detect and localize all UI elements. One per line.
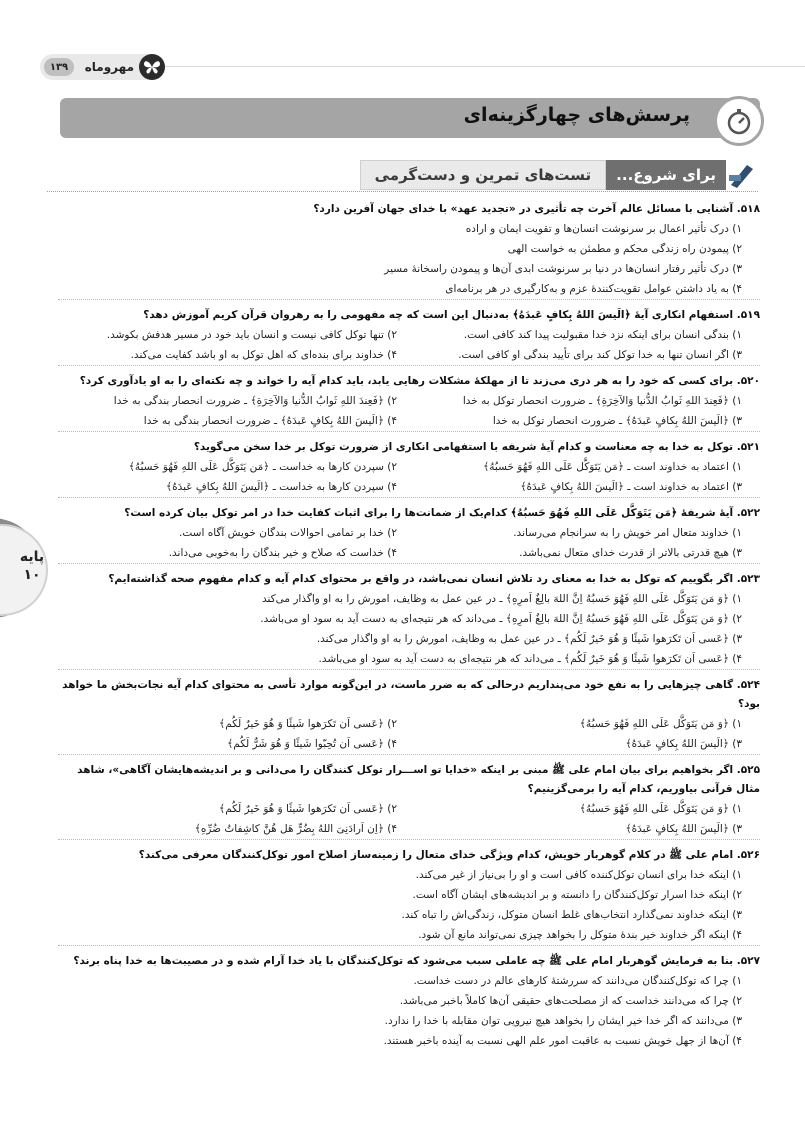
answer-option[interactable]: ۳) می‌دانند که اگر خدا خیر ایشان را بخواهد هیچ نیرویی توان مقابله با خدا را ندارد.	[384, 1015, 742, 1027]
section-header	[60, 98, 760, 138]
question-divider	[58, 669, 760, 670]
brand-pill	[40, 54, 165, 80]
question-item	[58, 200, 760, 300]
answer-option[interactable]: ۳) ﴿الَیسَ اللهُ بِکافٍ عَبدَهُ﴾ ـ ضرورت انحصار توکل به خدا	[492, 415, 742, 427]
question-text: ۵۲۰. برای کسی که خود را به هر دری می‌زند تا از مهلکهٔ مشکلات رهایی یابد، باید کدام آیه را خواند و چه نکته‌ای را به او یادآوری کرد؟	[79, 375, 760, 387]
answer-option[interactable]: ۴) به یاد داشتن عوامل تقویت‌کنندهٔ عزم و به‌کارگیری در هر برنامه‌ای	[445, 283, 742, 295]
answer-option[interactable]: ۴) ﴿اِن اَرادَنِیَ اللهُ بِضُرٍّ هَل هُنَّ کاشِفاتُ ضُرِّهِ﴾	[194, 823, 397, 835]
question-divider	[58, 365, 760, 366]
question-divider	[58, 839, 760, 840]
options-group	[58, 971, 760, 1051]
answer-option[interactable]: ۴) ﴿عَسی اَن تُحِبّوا شَیئًا وَ هُوَ شَرٌّ لَکُم﴾	[227, 738, 397, 750]
answer-option[interactable]: ۲) ﴿فَعِندَ اللهِ ثَوابُ الدُّنیا وَالآخِرَةِ﴾ ـ ضرورت انحصار بندگی به خدا	[113, 395, 397, 407]
answer-option[interactable]: ۲) سپردن کارها به خداست ـ ﴿مَن یَتَوَکَّل عَلَی اللهِ فَهُوَ حَسبُهُ﴾	[128, 461, 397, 473]
options-group	[58, 219, 760, 299]
options-group	[58, 325, 760, 365]
answer-option[interactable]: ۳) هیچ قدرتی بالاتر از قدرت خدای متعال نمی‌باشد.	[519, 547, 742, 559]
answer-option[interactable]: ۱) ﴿وَ مَن یَتَوَکَّل عَلَی اللهِ فَهُوَ حَسبُهُ﴾	[579, 803, 742, 815]
answer-option[interactable]: ۱) بندگی انسان برای اینکه نزد خدا مقبولیت پیدا کند کافی است.	[463, 329, 742, 341]
question-text: ۵۱۹. استفهام انکاری آیهٔ ﴿الَیسَ اللهُ بِکافٍ عَبدَهُ﴾ به‌دنبال این است که چه مفهومی را به رهروان قرآن کریم آموزش دهد؟	[143, 309, 760, 321]
answer-option[interactable]: ۱) چرا که توکل‌کنندگان می‌دانند که سررشتهٔ کارهای عالم در دست خداست.	[413, 975, 742, 987]
question-divider	[58, 431, 760, 432]
hand-writing-icon	[726, 160, 758, 190]
brand-name: مهروماه	[84, 60, 134, 74]
answer-option[interactable]: ۲) چرا که می‌دانند خداست که از مصلحت‌های حقیقی آن‌ها کاملاً باخبر می‌باشد.	[399, 995, 742, 1007]
answer-option[interactable]: ۴) آن‌ها از جهل خویش نسبت به عاقبت امور علم الهی نسبت به آینده باخبر هستند.	[383, 1035, 742, 1047]
answer-option[interactable]: ۳) ﴿الَیسَ اللهُ بِکافٍ عَبدَهُ﴾	[625, 823, 742, 835]
question-item	[58, 676, 760, 755]
answer-option[interactable]: ۳) ﴿عَسی اَن تَکرَهوا شَیئًا وَ هُوَ خَیرٌ لَکُم﴾ ـ در عین عمل به وظایف، امورش را به او واگذار می‌کند.	[316, 633, 742, 645]
question-text: ۵۱۸. آشنایی با مسائل عالم آخرت چه تأثیری در «تجدید عهد» با خدای جهان آفرین دارد؟	[313, 203, 760, 215]
side-tab-label	[12, 548, 52, 584]
answer-option[interactable]: ۱) ﴿فَعِندَ اللهِ ثَوابُ الدُّنیا وَالآخِرَةِ﴾ ـ ضرورت انحصار توکل به خدا	[462, 395, 742, 407]
subheader-title: تست‌های تمرین و دست‌گرمی	[360, 160, 607, 190]
side-tab-grade-word: پایه	[19, 549, 45, 565]
question-list	[58, 200, 760, 1057]
options-group	[58, 457, 760, 497]
question-text: ۵۲۲. آیهٔ شریفهٔ ﴿مَن یَتَوَکَّل عَلَی اللهِ فَهُوَ حَسبُهُ﴾ کدام‌یک از ضمانت‌ها را برای اثبات کفایت خدا در امر توکل بیان کرده است؟	[124, 507, 760, 519]
stopwatch-icon	[714, 96, 764, 146]
answer-option[interactable]: ۲) خدا بر تمامی احوالات بندگان خویش آگاه است.	[179, 527, 397, 539]
answer-option[interactable]: ۳) اعتماد به خداوند است ـ ﴿الَیسَ اللهُ بِکافٍ عَبدَهُ﴾	[520, 481, 742, 493]
answer-option[interactable]: ۱) درک تأثیر اعمال بر سرنوشت انسان‌ها و تقویت ایمان و اراده	[465, 223, 742, 235]
question-item	[58, 761, 760, 840]
question-text: ۵۲۵. اگر بخواهیم برای بیان امام علی ﷺ مبنی بر اینکه «خدایا تو اســـرار توکل کنندگان را می‌دانی و بر اندیشه‌هایشان آگاهی»، شاهد مثال قرآنی بیاوریم، کدام آیه را برمی‌گزینیم؟	[77, 764, 760, 795]
answer-option[interactable]: ۱) ﴿وَ مَن یَتَوَکَّل عَلَی اللهِ فَهُوَ حَسبُهُ﴾	[579, 718, 742, 730]
answer-option[interactable]: ۱) اعتماد به خداوند است ـ ﴿مَن یَتَوَکَّل عَلَی اللهِ فَهُوَ حَسبُهُ﴾	[483, 461, 742, 473]
question-item	[58, 372, 760, 432]
question-item	[58, 570, 760, 670]
question-divider	[58, 754, 760, 755]
answer-option[interactable]: ۲) ﴿عَسی اَن تَکرَهوا شَیئًا وَ هُوَ خَیرٌ لَکُم﴾	[219, 718, 397, 730]
question-text: ۵۲۷. بنا به فرمایش گوهربار امام علی ﷺ چه عاملی سبب می‌شود که توکل‌کنندگان با یاد خدا آرام شده و در مصیبت‌ها به خدا پناه برند؟	[73, 955, 760, 967]
answer-option[interactable]: ۲) ﴿وَ مَن یَتَوَکَّل عَلَی اللهِ فَهُوَ حَسبُهُ اِنَّ اللهَ بالِغُ اَمرِهِ﴾ ـ می‌داند که هر نتیجه‌ای به دست آید به سود او می‌باشد.	[260, 613, 742, 625]
answer-option[interactable]: ۲) ﴿عَسی اَن تَکرَهوا شَیئًا وَ هُوَ خَیرٌ لَکُم﴾	[219, 803, 397, 815]
options-group	[58, 865, 760, 945]
question-text: ۵۲۳. اگر بگوییم که توکل به خدا به معنای رد تلاش انسان نمی‌باشد، در واقع بر محتوای کدام آیه و کدام مفهوم صحه گذاشته‌ایم؟	[108, 573, 760, 585]
question-text: ۵۲۱. توکل به خدا به چه معناست و کدام آیهٔ شریفه با استفهامی انکاری از ضرورت توکل بر خدا سخن می‌گوید؟	[193, 441, 760, 453]
answer-option[interactable]: ۴) ﴿عَسی اَن تَکرَهوا شَیئًا وَ هُوَ خَیرٌ لَکُم﴾ ـ می‌داند که هر نتیجه‌ای به دست آید به سود او می‌باشد.	[318, 653, 742, 665]
header-rule	[165, 66, 805, 67]
options-group	[58, 391, 760, 431]
answer-option[interactable]: ۱) ﴿وَ مَن یَتَوَکَّل عَلَی اللهِ فَهُوَ حَسبُهُ اِنَّ اللهَ بالِغُ اَمرِهِ﴾ ـ در عین عمل به وظایف، امورش را به او واگذار می‌کند	[261, 593, 742, 605]
butterfly-logo-icon	[139, 54, 165, 80]
answer-option[interactable]: ۲) پیمودن راه زندگی محکم و مطمئن به خواست الهی	[507, 243, 742, 255]
question-item	[58, 504, 760, 564]
question-item	[58, 952, 760, 1051]
question-item	[58, 306, 760, 366]
question-divider	[58, 563, 760, 564]
question-item	[58, 438, 760, 498]
answer-option[interactable]: ۴) ﴿الَیسَ اللهُ بِکافٍ عَبدَهُ﴾ ـ ضرورت انحصار بندگی به خدا	[143, 415, 397, 427]
options-group	[58, 714, 760, 754]
options-group	[58, 799, 760, 839]
answer-option[interactable]: ۴) خداست که صلاح و خیر بندگان را به‌خوبی می‌داند.	[168, 547, 397, 559]
options-group	[58, 589, 760, 669]
answer-option[interactable]: ۴) سپردن کارها به خداست ـ ﴿الَیسَ اللهُ بِکافٍ عَبدَهُ﴾	[165, 481, 397, 493]
answer-option[interactable]: ۱) اینکه خدا برای انسان توکل‌کننده کافی است و او را بی‌نیاز از غیر می‌کند.	[415, 869, 742, 881]
answer-option[interactable]: ۱) خداوند متعال امر خویش را به سرانجام می‌رساند.	[513, 527, 742, 539]
answer-option[interactable]: ۳) ﴿الَیسَ اللهُ بِکافٍ عَبدَهُ﴾	[625, 738, 742, 750]
question-divider	[58, 497, 760, 498]
answer-option[interactable]: ۳) درک تأثیر رفتار انسان‌ها در دنیا بر سرنوشت ابدی آن‌ها و پیمودن راسخانهٔ مسیر	[384, 263, 742, 275]
page-number: ۱۳۹	[44, 58, 74, 76]
answer-option[interactable]: ۳) اینکه خداوند نمی‌گذارد انتخاب‌های غلط انسان متوکل، زندگی‌اش را تباه کند.	[401, 909, 742, 921]
answer-option[interactable]: ۴) اینکه اگر خداوند خیر بندهٔ متوکل را بخواهد چیزی نمی‌تواند مانع آن شود.	[418, 929, 742, 941]
question-divider	[58, 299, 760, 300]
answer-option[interactable]: ۴) خداوند برای بنده‌ای که اهل توکل به او باشد کفایت می‌کند.	[130, 349, 397, 361]
answer-option[interactable]: ۳) اگر انسان تنها به خدا توکل کند برای تأیید بندگی او کافی است.	[458, 349, 742, 361]
answer-option[interactable]: ۲) اینکه خدا اسرار توکل‌کنندگان را دانسته و بر اندیشه‌های ایشان آگاه است.	[412, 889, 742, 901]
options-group	[58, 523, 760, 563]
answer-option[interactable]: ۲) تنها توکل کافی نیست و انسان باید خود در مسیر هدفش بکوشد.	[106, 329, 397, 341]
side-tab-grade-number: ۱۰	[23, 567, 41, 583]
question-divider	[58, 945, 760, 946]
subheader-rule	[47, 191, 758, 192]
question-item	[58, 846, 760, 946]
subheader-start-label: برای شروع...	[606, 160, 726, 190]
question-text: ۵۲۴. گاهی چیزهایی را به نفع خود می‌پنداریم درحالی که به ضرر ماست، در این‌گونه موارد تأسی به محتوای کدام آیه نجات‌بخش ما خواهد بود؟	[62, 679, 760, 710]
section-title: پرسش‌های چهارگزینه‌ای	[463, 104, 690, 126]
question-text: ۵۲۶. امام علی ﷺ در کلام گوهربار خویش، کدام ویژگی خدای متعال را زمینه‌ساز اصلاح امور توکل‌کنندگان معرفی می‌کند؟	[138, 849, 760, 861]
subheader	[360, 160, 758, 190]
